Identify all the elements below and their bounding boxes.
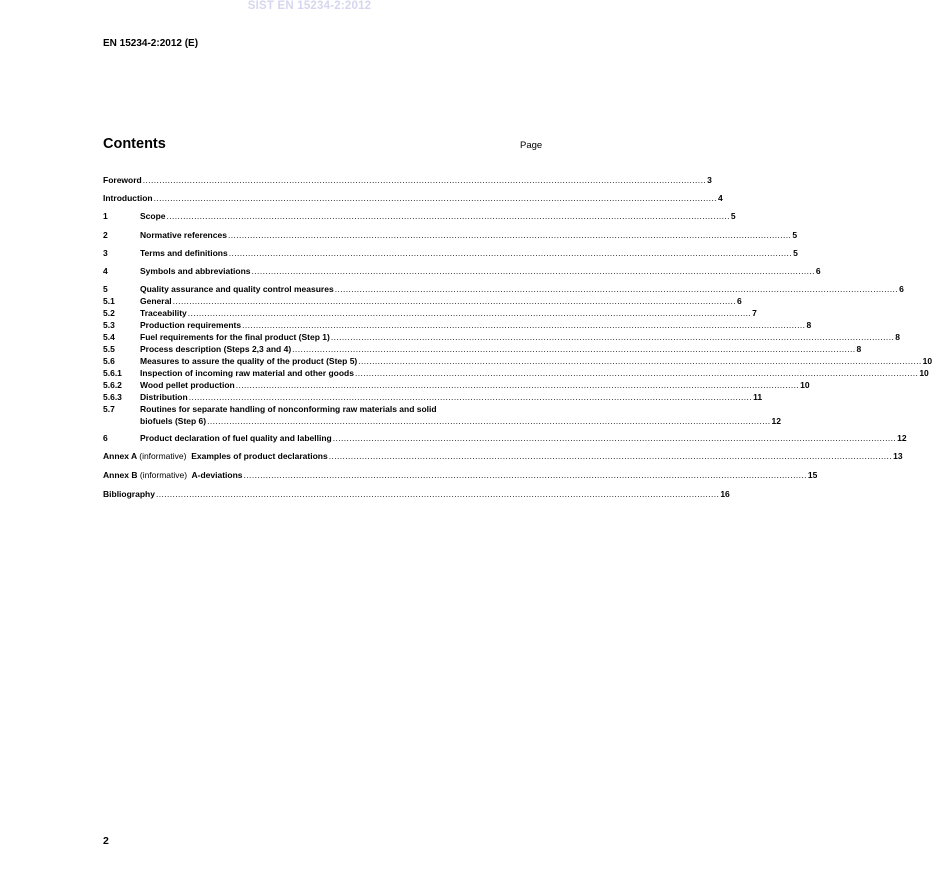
toc-entry-5-3[interactable] [103,319,812,331]
toc-entry-number: 5.6.3 [103,392,122,402]
toc-entry-title: Product declaration of fuel quality and labelling [140,433,332,443]
toc-entry-title: Process description (Steps 2,3 and 4) [140,344,292,354]
toc-entry-1[interactable] [103,210,736,222]
toc-entry-5-6[interactable] [103,355,932,367]
leader-dots: ............................................................................................................................................................................................................ [332,433,897,443]
leader-dots: ............................................................................................................................................................................................................ [172,296,737,306]
toc-entry-page: 10 [922,356,932,366]
toc-entry-title: General [140,296,172,306]
toc-entry-2[interactable] [103,229,798,241]
leader-dots: ............................................................................................................................................................................................................ [330,332,895,342]
toc-entry-title: Examples of product declarations [191,451,328,461]
toc-entry-title: Distribution [140,392,188,402]
toc-entry-number: 5.6.1 [103,368,122,378]
leader-dots: ............................................................................................................................................................................................................ [207,416,771,426]
toc-entry-5-1[interactable] [103,295,742,307]
leader-dots: ............................................................................................................................................................................................................ [228,248,793,258]
annex-qualifier: (informative) [139,451,187,461]
toc-entry-title: Fuel requirements for the final product (Step 1) [140,332,330,342]
toc-entry-number: 5.3 [103,320,115,330]
toc-entry-number: 5.5 [103,344,115,354]
toc-entry-title: Bibliography [103,489,155,499]
toc-entry-number: 4 [103,266,108,276]
toc-entry-6[interactable] [103,432,907,444]
leader-dots: ............................................................................................................................................................................................................ [227,230,792,240]
leader-dots: ............................................................................................................................................................................................................ [292,344,856,354]
toc-entry-5-5[interactable] [103,343,862,355]
toc-entry-title: Terms and definitions [140,248,228,258]
toc-entry-title: Normative references [140,230,227,240]
toc-entry-number: 5.2 [103,308,115,318]
toc-entry-5-6-3[interactable] [103,391,763,403]
toc-entry-page: 13 [893,451,903,461]
leader-dots: ............................................................................................................................................................................................................ [188,392,753,402]
toc-entry-bibliography[interactable] [103,488,730,500]
leader-dots: ............................................................................................................................................................................................................ [187,308,752,318]
toc-entry-page: 6 [737,296,742,306]
toc-entry-number: 5.7 [103,404,115,414]
leader-dots: ............................................................................................................................................................................................................ [166,211,730,221]
annex-qualifier: (informative) [139,470,188,480]
leader-dots: ............................................................................................................................................................................................................ [328,451,893,461]
toc-entry-title: Measures to assure the quality of the product (Step 5) [140,356,358,366]
toc-entry-page: 6 [899,284,904,294]
toc-entry-title: Production requirements [140,320,242,330]
toc-entry-introduction[interactable] [103,192,723,204]
leader-dots: ............................................................................................................................................................................................................ [251,266,815,276]
toc-entry-page: 16 [720,489,730,499]
toc-entry-page: 3 [707,175,712,185]
toc-entry-title: Symbols and abbreviations [140,266,251,276]
toc-entry-page: 11 [753,392,763,402]
toc-entry-5[interactable] [103,283,904,295]
document-id: EN 15234-2:2012 (E) [103,38,199,49]
toc-entry-number: 5 [103,284,108,294]
toc-entry-title: Introduction [103,193,153,203]
toc-entry-foreword[interactable] [103,174,712,186]
toc-entry-page: 5 [730,211,736,221]
toc-entry-page: 12 [897,433,907,443]
toc-entry-page: 5 [792,230,798,240]
toc-entry-number: 5.6.2 [103,380,122,390]
contents-title: Contents [103,136,166,152]
leader-dots: ............................................................................................................................................................................................................ [334,284,899,294]
toc-entry-page: 8 [806,320,812,330]
toc-entry-page: 15 [807,470,818,480]
leader-dots: ............................................................................................................................................................................................................ [153,193,717,203]
toc-entry-title: Traceability [140,308,187,318]
toc-entry-annex-b[interactable] [103,469,818,481]
toc-entry-title-line2: biofuels (Step 6) [140,416,207,426]
toc-entry-number: 2 [103,230,108,240]
toc-entry-number: 1 [103,211,108,221]
toc-entry-page: 8 [895,332,900,342]
toc-entry-5-4[interactable] [103,331,900,343]
leader-dots: ............................................................................................................................................................................................................ [235,380,800,390]
leader-dots: ............................................................................................................................................................................................................ [243,470,807,480]
annex-label: Annex A [103,451,137,461]
toc-entry-number: 6 [103,433,108,443]
toc-entry-number: 5.1 [103,296,115,306]
toc-entry-page: 10 [800,380,810,390]
toc-entry-title: A-deviations [191,470,243,480]
toc-entry-title: Wood pellet production [140,380,235,390]
leader-dots: ............................................................................................................................................................................................................ [155,489,720,499]
annex-label: Annex B [103,470,138,480]
toc-entry-page: 10 [919,368,929,378]
toc-entry-page: 4 [717,193,723,203]
toc-entry-title: Foreword [103,175,142,185]
leader-dots: ............................................................................................................................................................................................................ [358,356,922,366]
toc-entry-title: Scope [140,211,166,221]
toc-entry-5-2[interactable] [103,307,757,319]
toc-entry-page: 12 [771,416,781,426]
toc-entry-3[interactable] [103,247,798,259]
toc-entry-page: 6 [815,266,821,276]
toc-entry-5-6-1[interactable] [103,367,929,379]
watermark: SIST EN 15234-2:2012 [247,0,372,12]
toc-entry-number: 5.6 [103,356,115,366]
leader-dots: ............................................................................................................................................................................................................ [142,175,707,185]
toc-entry-page: 5 [793,248,798,258]
toc-entry-title-line1: Routines for separate handling of nonconforming raw materials and solid [140,404,437,414]
toc-entry-page: 7 [752,308,757,318]
leader-dots: ............................................................................................................................................................................................................ [242,320,806,330]
page-number: 2 [103,835,109,847]
toc-entry-title: Quality assurance and quality control measures [140,284,334,294]
toc-entry-annex-a[interactable] [103,450,903,462]
toc-entry-title: Inspection of incoming raw material and other goods [140,368,354,378]
toc-entry-4[interactable] [103,265,821,277]
leader-dots: ............................................................................................................................................................................................................ [354,368,919,378]
toc-entry-number: 3 [103,248,108,258]
toc-entry-5-7[interactable] [103,403,781,427]
page-column-label: Page [520,140,543,151]
toc-entry-5-6-2[interactable] [103,379,810,391]
toc-entry-number: 5.4 [103,332,115,342]
toc-entry-page: 8 [856,344,862,354]
